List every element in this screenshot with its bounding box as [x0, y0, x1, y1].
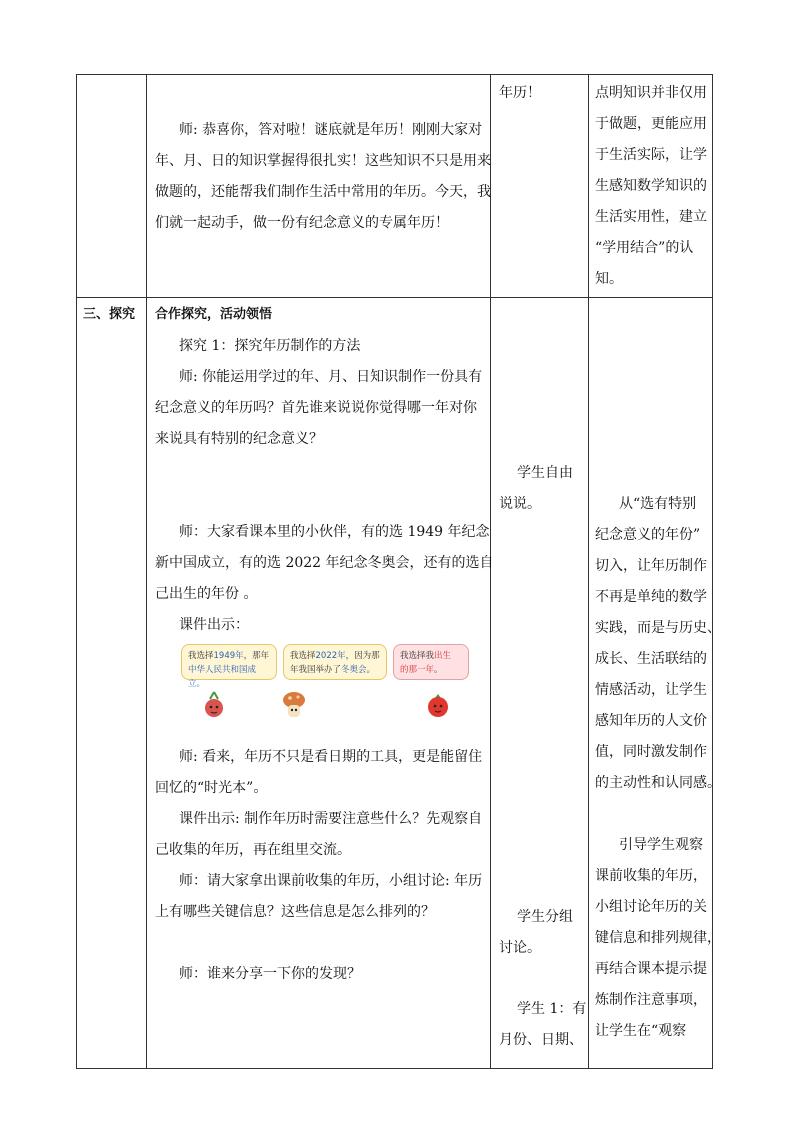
stage-label: 三、探究	[83, 307, 136, 322]
lesson-table	[76, 74, 721, 1069]
teacher-line: 上有哪些关键信息？这些信息是怎么排列的？	[155, 904, 435, 920]
design-line: 从“选有特别	[619, 496, 697, 512]
table-row	[77, 75, 713, 298]
teacher-line: 师：谁来分享一下你的发现？	[179, 966, 361, 982]
teacher-line: 做题的，还能帮我们制作生活中常用的年历。今天，我	[155, 184, 491, 200]
bubble-highlight: 的那一年	[400, 665, 435, 675]
teacher-activity-cell	[147, 75, 491, 298]
student-activity-cell	[491, 298, 589, 1069]
teacher-line: 师: 恭喜你，答对啦！谜底就是年历！刚刚大家对	[179, 122, 483, 138]
design-line: 感知年历的人文价	[595, 713, 707, 729]
teacher-line: 师：大家看课本里的小伙伴，有的选 1949 年纪念	[179, 524, 490, 540]
tomato-character-icon	[425, 690, 451, 720]
radish-character-icon	[201, 690, 227, 720]
student-line: 年历！	[499, 85, 541, 101]
design-line: 于生活实际，让学	[595, 147, 707, 163]
student-line: 学生 1：有	[517, 1001, 587, 1017]
design-line: 值，同时激发制作	[595, 744, 707, 760]
bubble-text: 我选择我	[400, 651, 435, 661]
teacher-line: 师：请大家拿出课前收集的年历，小组讨论: 年历	[179, 873, 483, 889]
table-row	[77, 298, 713, 1069]
design-line: 生感知数学知识的	[595, 178, 707, 194]
teacher-line: 纪念意义的年历吗？首先谁来说说你觉得哪一年对你	[155, 400, 477, 416]
teacher-line: 课件出示：	[179, 617, 249, 633]
teacher-line: 新中国成立，有的选 2022 年纪念冬奥会，还有的选自	[155, 555, 494, 571]
teacher-line: 师: 看来，年历不只是看日期的工具，更是能留住	[179, 749, 483, 765]
design-intent-cell	[589, 75, 713, 298]
teacher-line: 年、月、日的知识掌握得很扎实！这些知识不只是用来	[155, 153, 491, 169]
teacher-line: 来说具有特别的纪念意义？	[155, 431, 323, 447]
student-line: 月份、日期、	[499, 1032, 583, 1048]
student-activity-cell	[491, 75, 589, 298]
design-line: 炼制作注意事项，	[595, 992, 707, 1008]
bubble-text: 我选择	[290, 651, 316, 661]
bubble-highlight: 中华人民共和国成立。	[188, 665, 257, 689]
design-line: 让学生在“观察	[595, 1023, 687, 1039]
teacher-line: 己收集的年历，再在组里交流。	[155, 842, 351, 858]
mushroom-character-icon	[281, 690, 307, 720]
bubble-text: 。	[366, 665, 376, 675]
speech-bubble	[181, 644, 277, 689]
stage-cell	[77, 298, 147, 1069]
student-line: 学生自由	[517, 465, 573, 481]
design-intent-cell	[589, 298, 721, 1069]
bubble-text: ，因为那	[345, 651, 380, 661]
design-line: 纪念意义的年份”	[595, 527, 701, 543]
design-line: “学用结合”的认	[595, 240, 694, 256]
student-line: 说说。	[499, 496, 541, 512]
design-line: 课前收集的年历，	[595, 868, 707, 884]
courseware-illustration	[181, 644, 491, 726]
design-line: 引导学生观察	[619, 837, 703, 853]
section-heading: 合作探究，活动领悟	[155, 307, 273, 322]
design-line: 切入，让年历制作	[595, 558, 707, 574]
design-line: 实践，而是与历史、	[595, 620, 721, 636]
student-line: 学生分组	[517, 909, 573, 925]
teacher-line: 课件出示: 制作年历时需要注意些什么？先观察自	[179, 811, 483, 827]
teacher-line: 们就一起动手，做一份有纪念意义的专属年历！	[155, 215, 449, 231]
design-line: 情感活动，让学生	[595, 682, 707, 698]
design-line: 不再是单纯的数学	[595, 589, 707, 605]
bubble-highlight: 冬奥会	[341, 665, 367, 675]
speech-bubble	[283, 644, 387, 680]
student-line: 讨论。	[499, 940, 541, 956]
design-line: 点明知识并非仅用	[595, 85, 707, 101]
bubble-text: 年我国举办了	[290, 665, 342, 675]
design-line: 成长、生活联结的	[595, 651, 707, 667]
design-line: 于做题，更能应用	[595, 116, 707, 132]
teacher-line: 己出生的年份 。	[155, 586, 258, 602]
bubble-text: 我选择	[188, 651, 214, 661]
bubble-text: ，那年	[243, 651, 270, 661]
design-line: 小组讨论年历的关	[595, 899, 707, 915]
design-line: 的主动性和认同感。	[595, 775, 721, 791]
bubble-text: 。	[434, 665, 443, 675]
design-line: 知。	[595, 271, 623, 287]
bubble-highlight: 1949年	[213, 651, 244, 661]
stage-cell	[77, 75, 147, 298]
teacher-activity-cell	[147, 298, 494, 1069]
teacher-line: 探究 1：探究年历制作的方法	[179, 338, 361, 354]
teacher-line: 回忆的“时光本”。	[155, 780, 268, 796]
design-line: 键信息和排列规律，	[595, 930, 721, 946]
speech-bubble	[393, 644, 469, 680]
bubble-highlight: 出生	[434, 651, 452, 661]
teacher-line: 师: 你能运用学过的年、月、日知识制作一份具有	[179, 369, 483, 385]
design-line: 生活实用性，建立	[595, 209, 707, 225]
design-line: 再结合课本提示提	[595, 961, 707, 977]
bubble-highlight: 2022年	[315, 651, 346, 661]
